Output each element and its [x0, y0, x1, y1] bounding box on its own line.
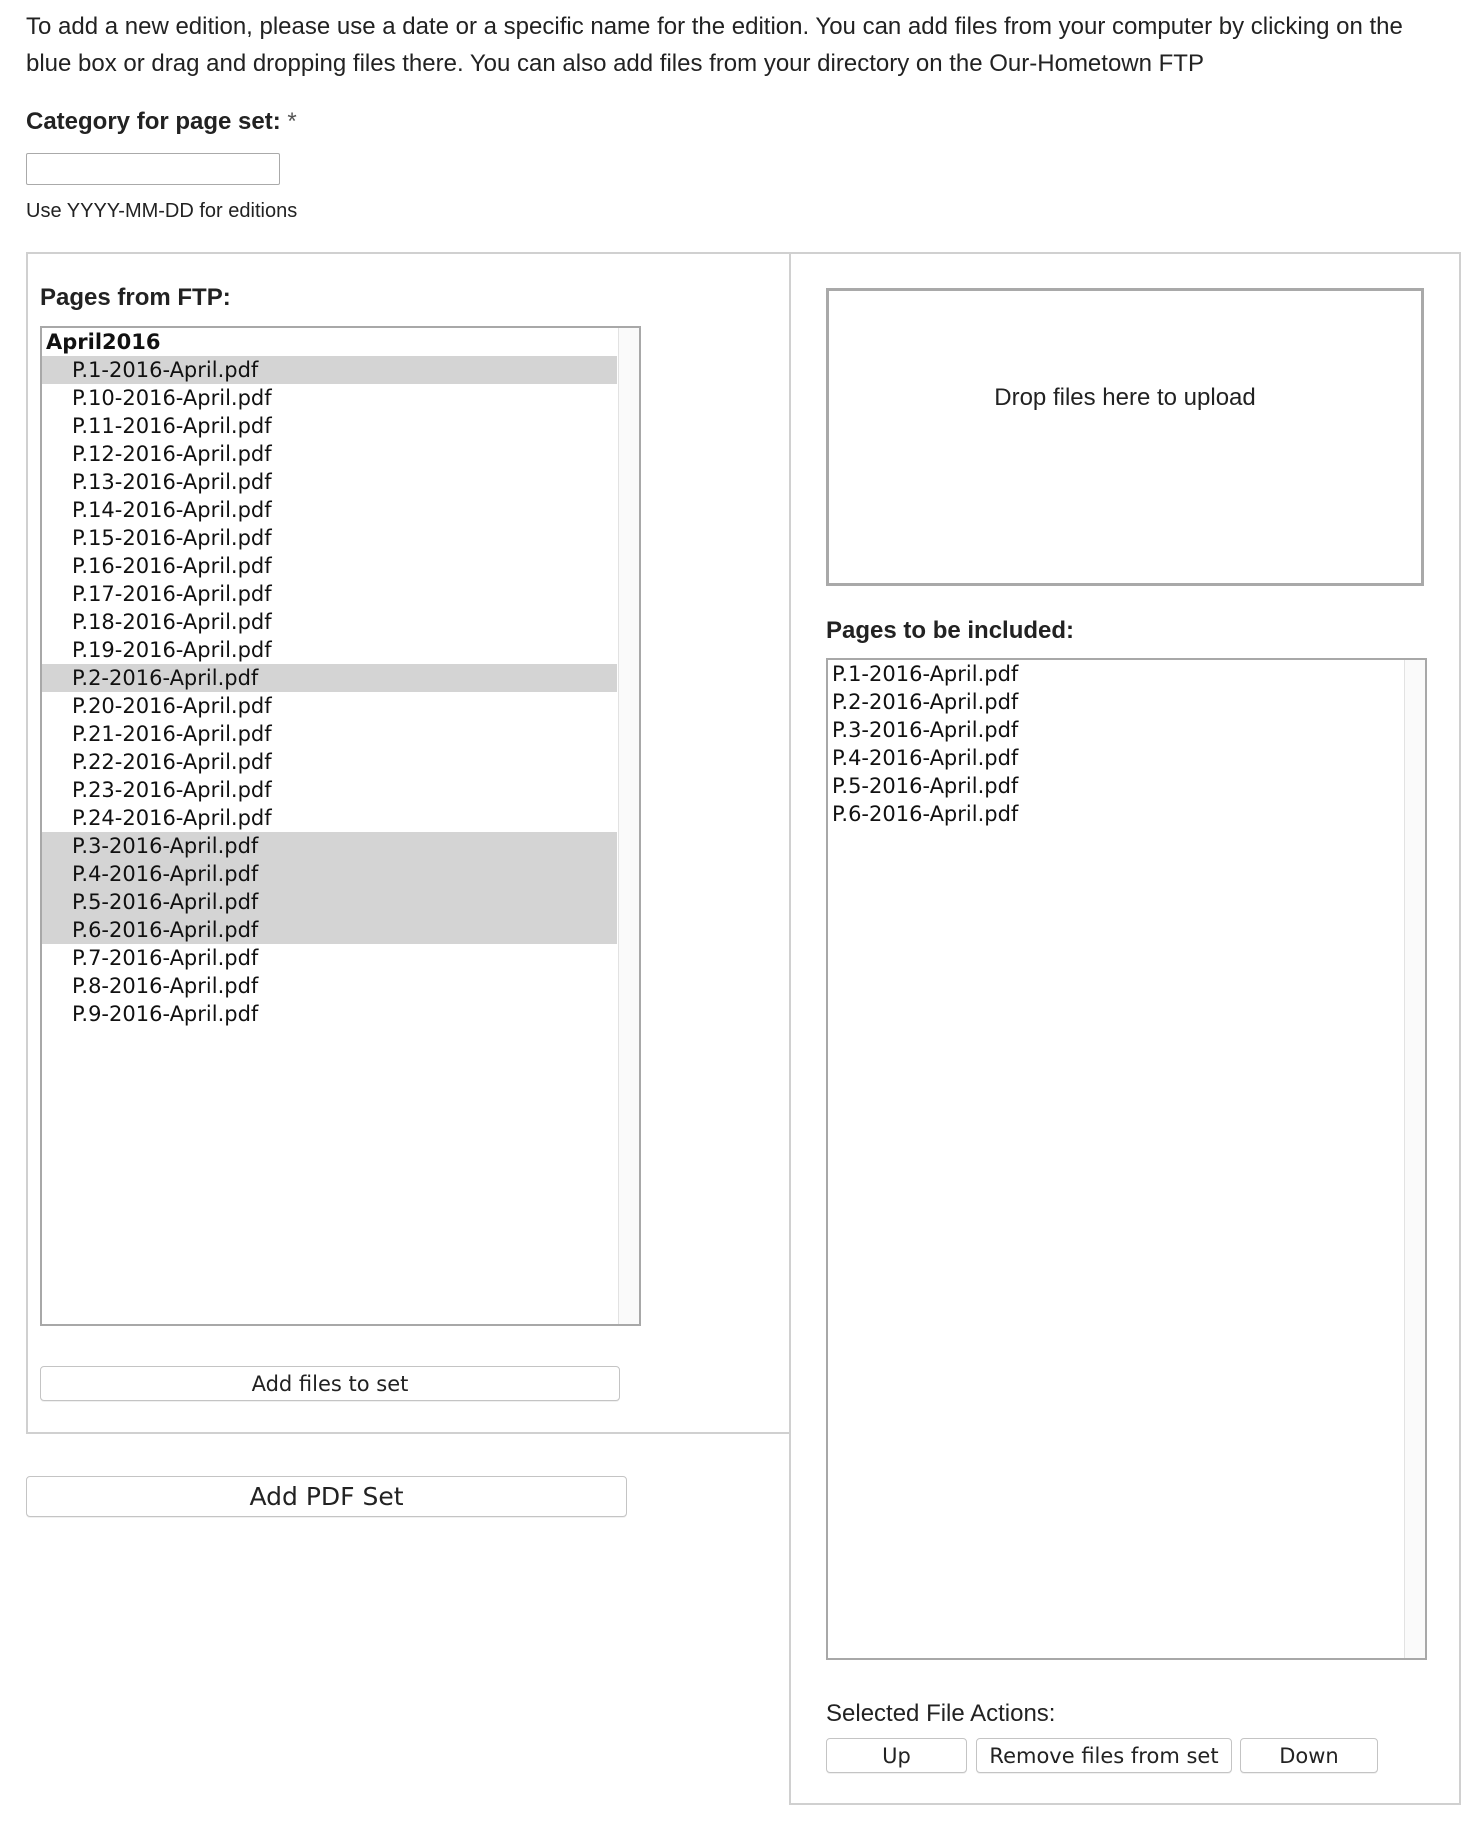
- category-label: [26, 108, 297, 136]
- ftp-list-scrollbar[interactable]: [618, 328, 639, 1324]
- category-label-text: Category for page set:: [26, 108, 281, 135]
- included-file-option[interactable]: P.4-2016-April.pdf: [832, 746, 1019, 770]
- category-input[interactable]: [26, 153, 280, 185]
- included-label: Pages to be included:: [826, 617, 1075, 644]
- remove-files-from-set-button[interactable]: Remove files from set: [976, 1738, 1232, 1773]
- ftp-file-option[interactable]: P.21-2016-April.pdf: [72, 722, 272, 746]
- ftp-file-option[interactable]: P.6-2016-April.pdf: [42, 916, 617, 944]
- dropzone[interactable]: [826, 288, 1424, 586]
- ftp-file-option[interactable]: P.23-2016-April.pdf: [72, 778, 272, 802]
- required-mark: *: [287, 108, 297, 135]
- included-file-option[interactable]: P.6-2016-April.pdf: [832, 802, 1019, 826]
- ftp-file-option[interactable]: P.19-2016-April.pdf: [72, 638, 272, 662]
- ftp-file-option[interactable]: P.12-2016-April.pdf: [72, 442, 272, 466]
- add-pdf-set-button[interactable]: Add PDF Set: [26, 1476, 627, 1517]
- included-file-option[interactable]: P.3-2016-April.pdf: [832, 718, 1019, 742]
- add-files-to-set-button[interactable]: Add files to set: [40, 1366, 620, 1401]
- included-file-list[interactable]: [826, 658, 1427, 1660]
- ftp-file-option[interactable]: P.9-2016-April.pdf: [72, 1002, 259, 1026]
- ftp-file-option[interactable]: P.7-2016-April.pdf: [72, 946, 259, 970]
- ftp-file-option[interactable]: P.14-2016-April.pdf: [72, 498, 272, 522]
- up-button[interactable]: Up: [826, 1738, 967, 1773]
- ftp-file-option[interactable]: P.5-2016-April.pdf: [42, 888, 617, 916]
- included-list-scrollbar[interactable]: [1404, 660, 1425, 1658]
- ftp-file-option[interactable]: P.8-2016-April.pdf: [72, 974, 259, 998]
- ftp-file-option[interactable]: P.13-2016-April.pdf: [72, 470, 272, 494]
- ftp-file-option[interactable]: P.20-2016-April.pdf: [72, 694, 272, 718]
- intro-text: To add a new edition, please use a date or a specific name for the edition. You can add files from your computer by clicking on the blue box or drag and dropping files there. You can also add files from your directory on the Our-Hometown FTP: [26, 13, 1403, 77]
- ftp-file-option[interactable]: P.1-2016-April.pdf: [42, 356, 617, 384]
- ftp-file-option[interactable]: P.17-2016-April.pdf: [72, 582, 272, 606]
- included-file-option[interactable]: P.1-2016-April.pdf: [832, 662, 1019, 686]
- ftp-label: Pages from FTP:: [40, 284, 231, 311]
- ftp-file-option[interactable]: P.18-2016-April.pdf: [72, 610, 272, 634]
- included-file-option[interactable]: P.2-2016-April.pdf: [832, 690, 1019, 714]
- ftp-group-label: April2016: [46, 330, 161, 354]
- ftp-file-option[interactable]: P.16-2016-April.pdf: [72, 554, 272, 578]
- category-hint: Use YYYY-MM-DD for editions: [26, 200, 298, 222]
- dropzone-text: Drop files here to upload: [994, 384, 1256, 411]
- ftp-file-list[interactable]: [40, 326, 641, 1326]
- ftp-file-option[interactable]: P.24-2016-April.pdf: [72, 806, 272, 830]
- down-button[interactable]: Down: [1240, 1738, 1378, 1773]
- ftp-file-option[interactable]: P.11-2016-April.pdf: [72, 414, 272, 438]
- ftp-file-option[interactable]: P.3-2016-April.pdf: [42, 832, 617, 860]
- ftp-file-option[interactable]: P.22-2016-April.pdf: [72, 750, 272, 774]
- included-file-option[interactable]: P.5-2016-April.pdf: [832, 774, 1019, 798]
- ftp-file-option[interactable]: P.4-2016-April.pdf: [42, 860, 617, 888]
- ftp-file-option[interactable]: P.10-2016-April.pdf: [72, 386, 272, 410]
- ftp-file-option[interactable]: P.15-2016-April.pdf: [72, 526, 272, 550]
- ftp-file-option[interactable]: P.2-2016-April.pdf: [42, 664, 617, 692]
- selected-file-actions-label: Selected File Actions:: [826, 1700, 1056, 1727]
